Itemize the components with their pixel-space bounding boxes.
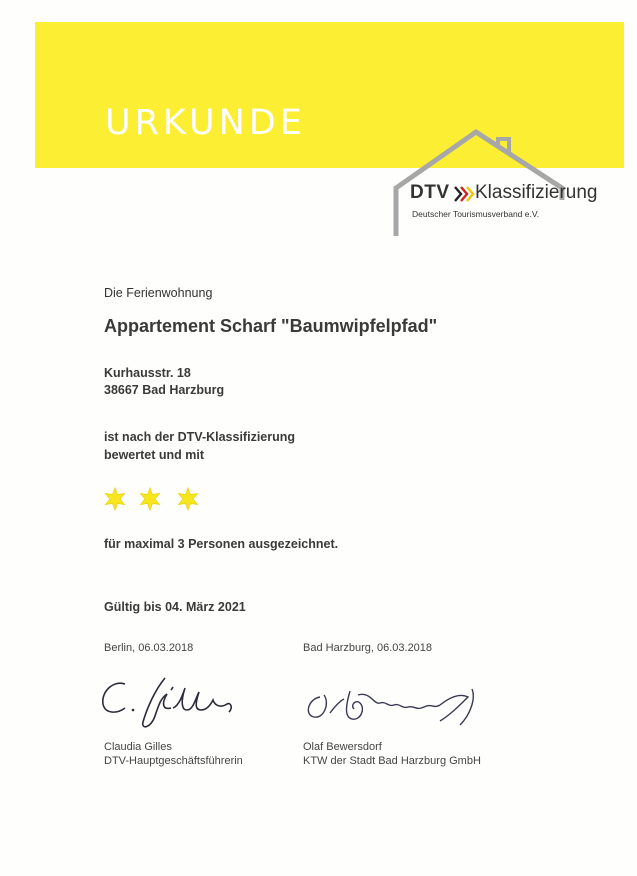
dtv-logo [410, 182, 598, 219]
signatory-1-role: DTV-Hauptgeschäftsführerin [104, 755, 243, 767]
dtv-logo-text: DTV [410, 182, 450, 203]
star-icon [179, 488, 198, 510]
star-rating [103, 486, 213, 516]
persons-text: für maximal 3 Personen ausgezeichnet. [104, 537, 339, 551]
signatory-2-place-date: Bad Harzburg, 06.03.2018 [303, 642, 433, 654]
signature-1 [95, 670, 255, 740]
address-city: 38667 Bad Harzburg [104, 383, 225, 397]
chevron-icon [453, 185, 475, 203]
dtv-logo-klassifizierung: Klassifizierung [475, 182, 598, 203]
rating-text-1: ist nach der DTV-Klassifizierung [104, 430, 296, 444]
valid-until: Gültig bis 04. März 2021 [104, 600, 246, 614]
certificate-title: URKUNDE [105, 103, 306, 143]
address-street: Kurhausstr. 18 [104, 366, 191, 380]
signatory-1-place-date: Berlin, 06.03.2018 [104, 642, 194, 654]
signatory-1-name: Claudia Gilles [104, 741, 172, 753]
signature-2 [300, 675, 500, 740]
signatory-2-name: Olaf Bewersdorf [303, 741, 382, 753]
property-name: Appartement Scharf "Baumwipfelpfad" [104, 316, 438, 336]
rating-text-2: bewertet und mit [104, 448, 205, 462]
signatory-2-role: KTW der Stadt Bad Harzburg GmbH [303, 755, 481, 767]
star-icon [141, 488, 160, 510]
house-roof-icon [0, 0, 637, 240]
intro-text: Die Ferienwohnung [104, 286, 213, 300]
star-icon [106, 488, 125, 510]
dtv-logo-association: Deutscher Tourismusverband e.V. [412, 209, 540, 219]
